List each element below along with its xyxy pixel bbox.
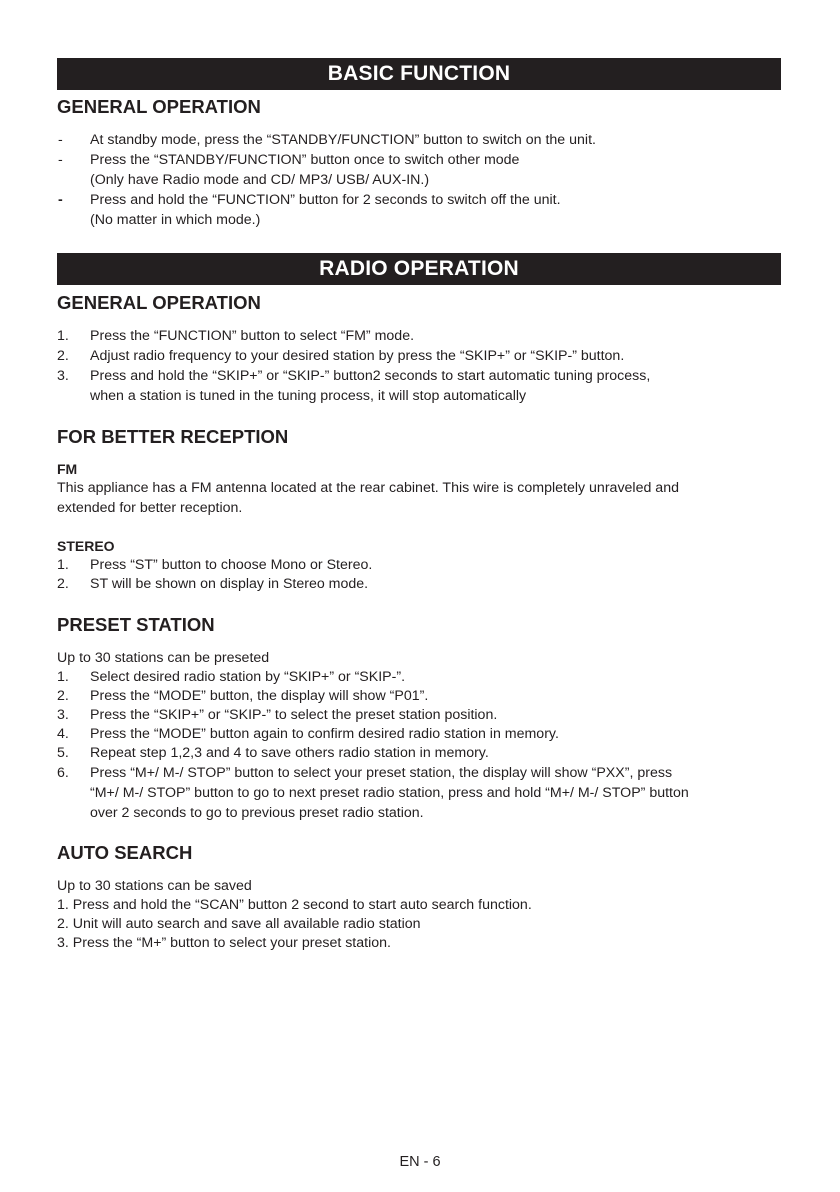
list-marker: 3. — [57, 707, 69, 723]
auto-search-step: 3. Press the “M+” button to select your preset station. — [57, 935, 391, 951]
fm-text: This appliance has a FM antenna located at the rear cabinet. This wire is completely unraveled and — [57, 480, 679, 496]
list-item-text: over 2 seconds to go to previous preset radio station. — [90, 805, 424, 821]
list-marker: 2. — [57, 688, 69, 704]
list-item-text: Press “M+/ M-/ STOP” button to select your preset station, the display will show “PXX”, press — [90, 765, 673, 781]
list-marker: 3. — [57, 368, 69, 384]
list-item-text: Select desired radio station by “SKIP+” or “SKIP-”. — [90, 669, 406, 685]
list-marker: 1. — [57, 669, 69, 685]
list-item-text: Repeat step 1,2,3 and 4 to save others radio station in memory. — [90, 745, 489, 761]
list-marker: - — [58, 152, 63, 168]
list-item-text: “M+/ M-/ STOP” button to go to next preset radio station, press and hold “M+/ M-/ STOP” button — [90, 785, 689, 801]
list-item-text: At standby mode, press the “STANDBY/FUNCTION” button to switch on the unit. — [90, 132, 596, 148]
page-number: EN - 6 — [399, 1154, 441, 1170]
list-item-text: Press the “FUNCTION” button to select “FM” mode. — [90, 328, 415, 344]
list-item-text: Press “ST” button to choose Mono or Stereo. — [90, 557, 373, 573]
stereo-label: STEREO — [57, 538, 115, 554]
list-marker: - — [58, 132, 63, 148]
auto-search-step: 2. Unit will auto search and save all available radio station — [57, 916, 421, 932]
auto-search-intro: Up to 30 stations can be saved — [57, 878, 252, 894]
list-item-text: Press the “MODE” button, the display will show “P01”. — [90, 688, 429, 704]
auto-search-step: 1. Press and hold the “SCAN” button 2 second to start auto search function. — [57, 897, 532, 913]
list-marker: 4. — [57, 726, 69, 742]
list-marker: - — [58, 192, 63, 208]
list-marker: 2. — [57, 576, 69, 592]
list-item-text: Press the “STANDBY/FUNCTION” button once to switch other mode — [90, 152, 520, 168]
list-item-text: Press the “SKIP+” or “SKIP-” to select the preset station position. — [90, 707, 498, 723]
fm-label: FM — [57, 461, 78, 477]
radio-operation-banner: RADIO OPERATION — [57, 253, 781, 285]
list-item-text: (Only have Radio mode and CD/ MP3/ USB/ AUX-IN.) — [90, 172, 430, 188]
list-marker: 1. — [57, 328, 69, 344]
basic-general-operation-heading: GENERAL OPERATION — [57, 96, 261, 117]
better-reception-heading: FOR BETTER RECEPTION — [57, 426, 289, 447]
preset-station-heading: PRESET STATION — [57, 614, 215, 635]
list-item-text: Press and hold the “FUNCTION” button for 2 seconds to switch off the unit. — [90, 192, 561, 208]
fm-text: extended for better reception. — [57, 500, 243, 516]
list-item-text: Press and hold the “SKIP+” or “SKIP-” button2 seconds to start automatic tuning process, — [90, 368, 651, 384]
list-marker: 6. — [57, 765, 69, 781]
list-marker: 5. — [57, 745, 69, 761]
list-item-text: ST will be shown on display in Stereo mode. — [90, 576, 369, 592]
list-marker: 2. — [57, 348, 69, 364]
list-item-text: Press the “MODE” button again to confirm desired radio station in memory. — [90, 726, 559, 742]
auto-search-heading: AUTO SEARCH — [57, 842, 193, 863]
preset-intro: Up to 30 stations can be preseted — [57, 650, 270, 666]
list-item-text: when a station is tuned in the tuning process, it will stop automatically — [90, 388, 527, 404]
list-item-text: Adjust radio frequency to your desired station by press the “SKIP+” or “SKIP-” button. — [90, 348, 625, 364]
basic-function-banner: BASIC FUNCTION — [57, 58, 781, 90]
list-item-text: (No matter in which mode.) — [90, 212, 261, 228]
radio-general-operation-heading: GENERAL OPERATION — [57, 292, 261, 313]
list-marker: 1. — [57, 557, 69, 573]
